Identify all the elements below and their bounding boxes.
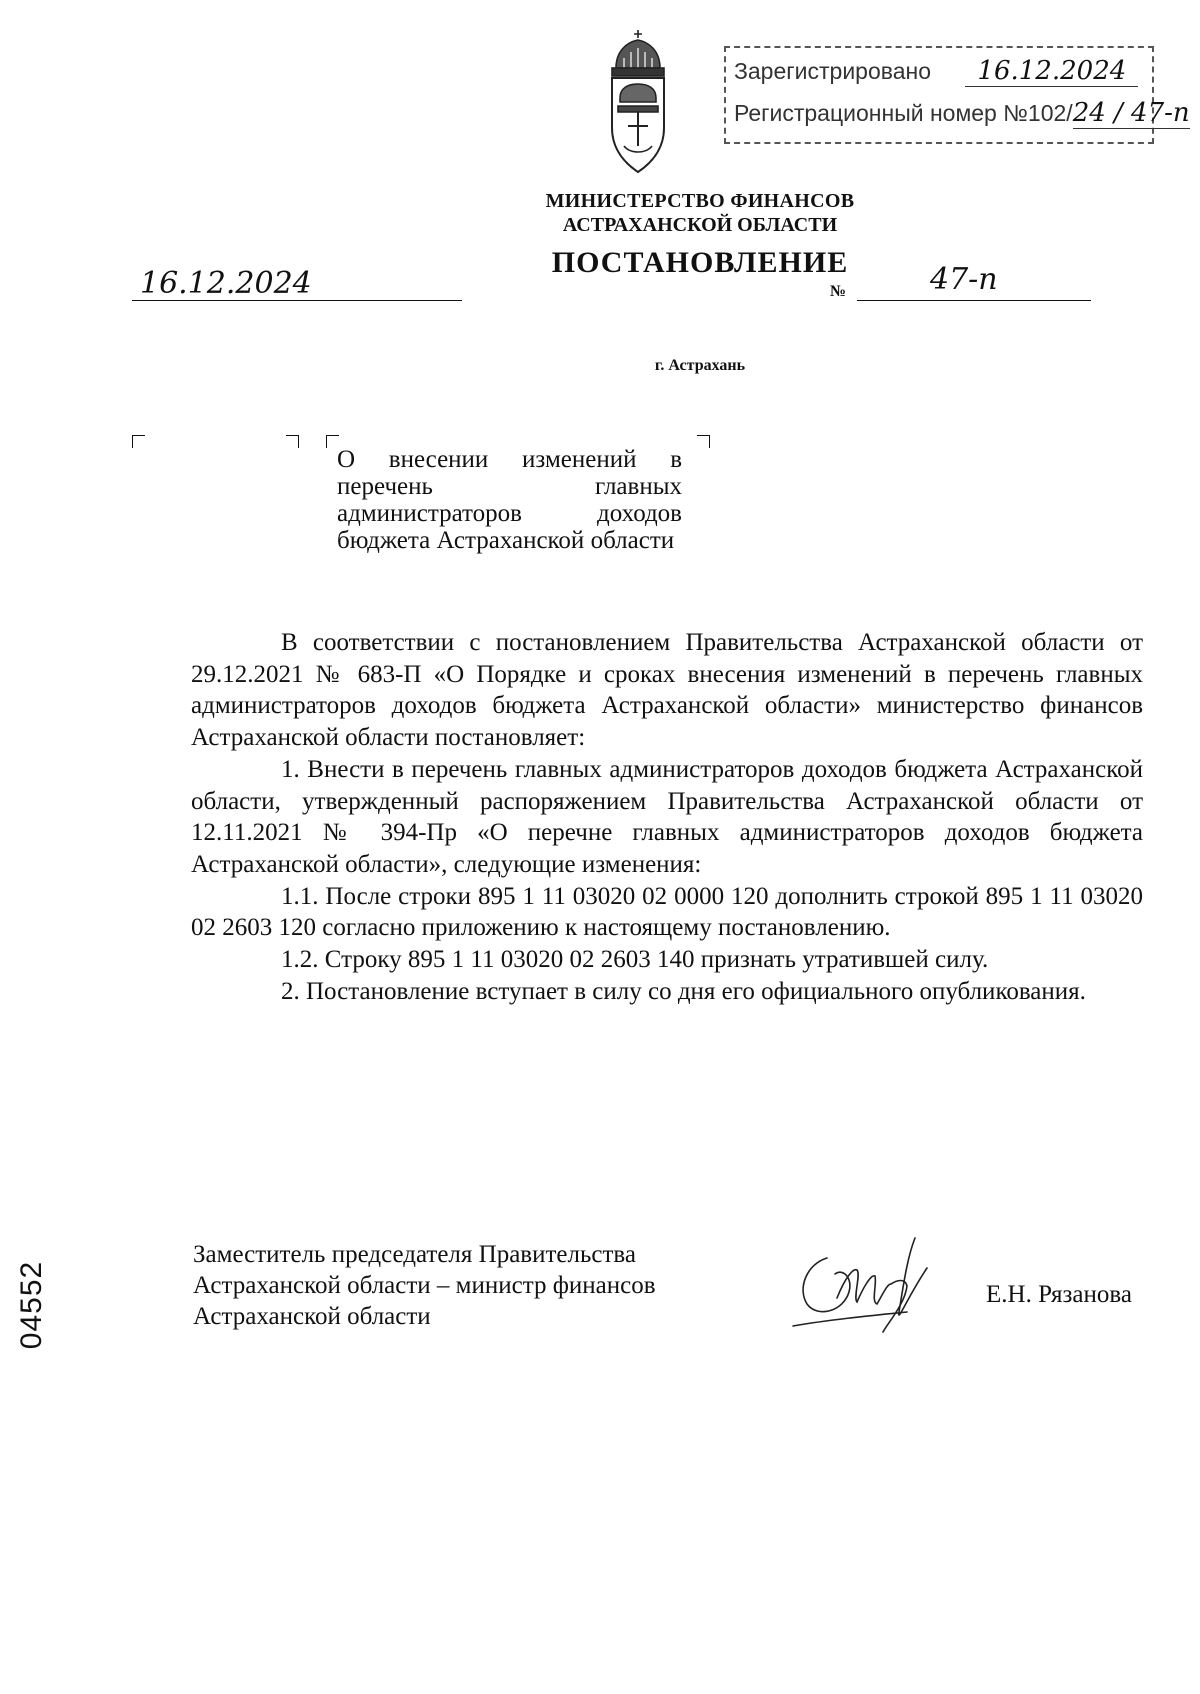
side-archive-number: 04552 — [15, 1260, 49, 1350]
ministry-name-line2: АСТРАХАНСКОЙ ОБЛАСТИ — [562, 214, 838, 236]
stamp-registered-date: 16.12.2024 — [965, 56, 1138, 87]
signatory-position-line3: Астраханской области — [193, 1303, 431, 1330]
number-sign: № — [830, 283, 847, 300]
coat-of-arms-icon — [598, 28, 678, 180]
signatory-position-line1: Заместитель председателя Правительства — [193, 1241, 636, 1268]
signatory-name: Е.Н. Рязанова — [986, 1281, 1132, 1308]
body-item-1-2: 1.2. Строку 895 1 11 03020 02 2603 140 признать утратившей силу. — [281, 946, 989, 974]
corner-mark — [132, 435, 145, 448]
document-type-title: ПОСТАНОВЛЕНИЕ — [551, 246, 849, 279]
body-item-2: 2. Постановление вступает в силу со дня его официального опубликования. — [281, 977, 1086, 1005]
signatory-position — [193, 1239, 656, 1332]
body-item-1-1: 1.1. После строки 895 1 11 03020 02 0000 120 дополнить строкой 895 1 11 03020 02 2603 120 согласно приложению к настоящему постановлению. — [191, 882, 1143, 942]
stamp-regnum-value: 24 / 47-п — [1072, 98, 1190, 128]
ministry-name-line1: МИНИСТЕРСТВО ФИНАНСОВ — [545, 190, 855, 212]
corner-mark — [697, 435, 710, 448]
number-underline — [857, 300, 1091, 301]
signatory-position-line2: Астраханской области – министр финансов — [193, 1272, 656, 1299]
registration-stamp — [724, 46, 1190, 144]
body-item-1: 1. Внести в перечень главных администраторов доходов бюджета Астраханской области, утвержденный распоряжением Правительства Астраханской области от 12.11.2021 № 394-Пр «О перечне главных администраторов доходов бюджета Астраханской области», следующие изменения: — [191, 755, 1143, 878]
handwritten-signature — [787, 1228, 957, 1338]
document-subject: О внесении изменений в перечень главных администраторов доходов бюджета Астраханской области — [337, 446, 682, 554]
city-name: г. Астрахань — [654, 357, 746, 374]
document-body — [191, 627, 1143, 1007]
body-intro: В соответствии с постановлением Правительства Астраханской области от 29.12.2021 № 683-П «О Порядке и сроках внесения изменений в перечень главных администраторов доходов бюджета Астраханской области» министерство финансов Астраханской области постановляет: — [191, 629, 1143, 752]
stamp-registered-label: Зарегистрировано — [734, 58, 932, 84]
document-date: 16.12.2024 — [140, 266, 312, 301]
stamp-regnum-label: Регистрационный номер №102/ — [734, 100, 1073, 126]
document-number: 47-п — [930, 262, 998, 297]
corner-mark — [286, 435, 299, 448]
